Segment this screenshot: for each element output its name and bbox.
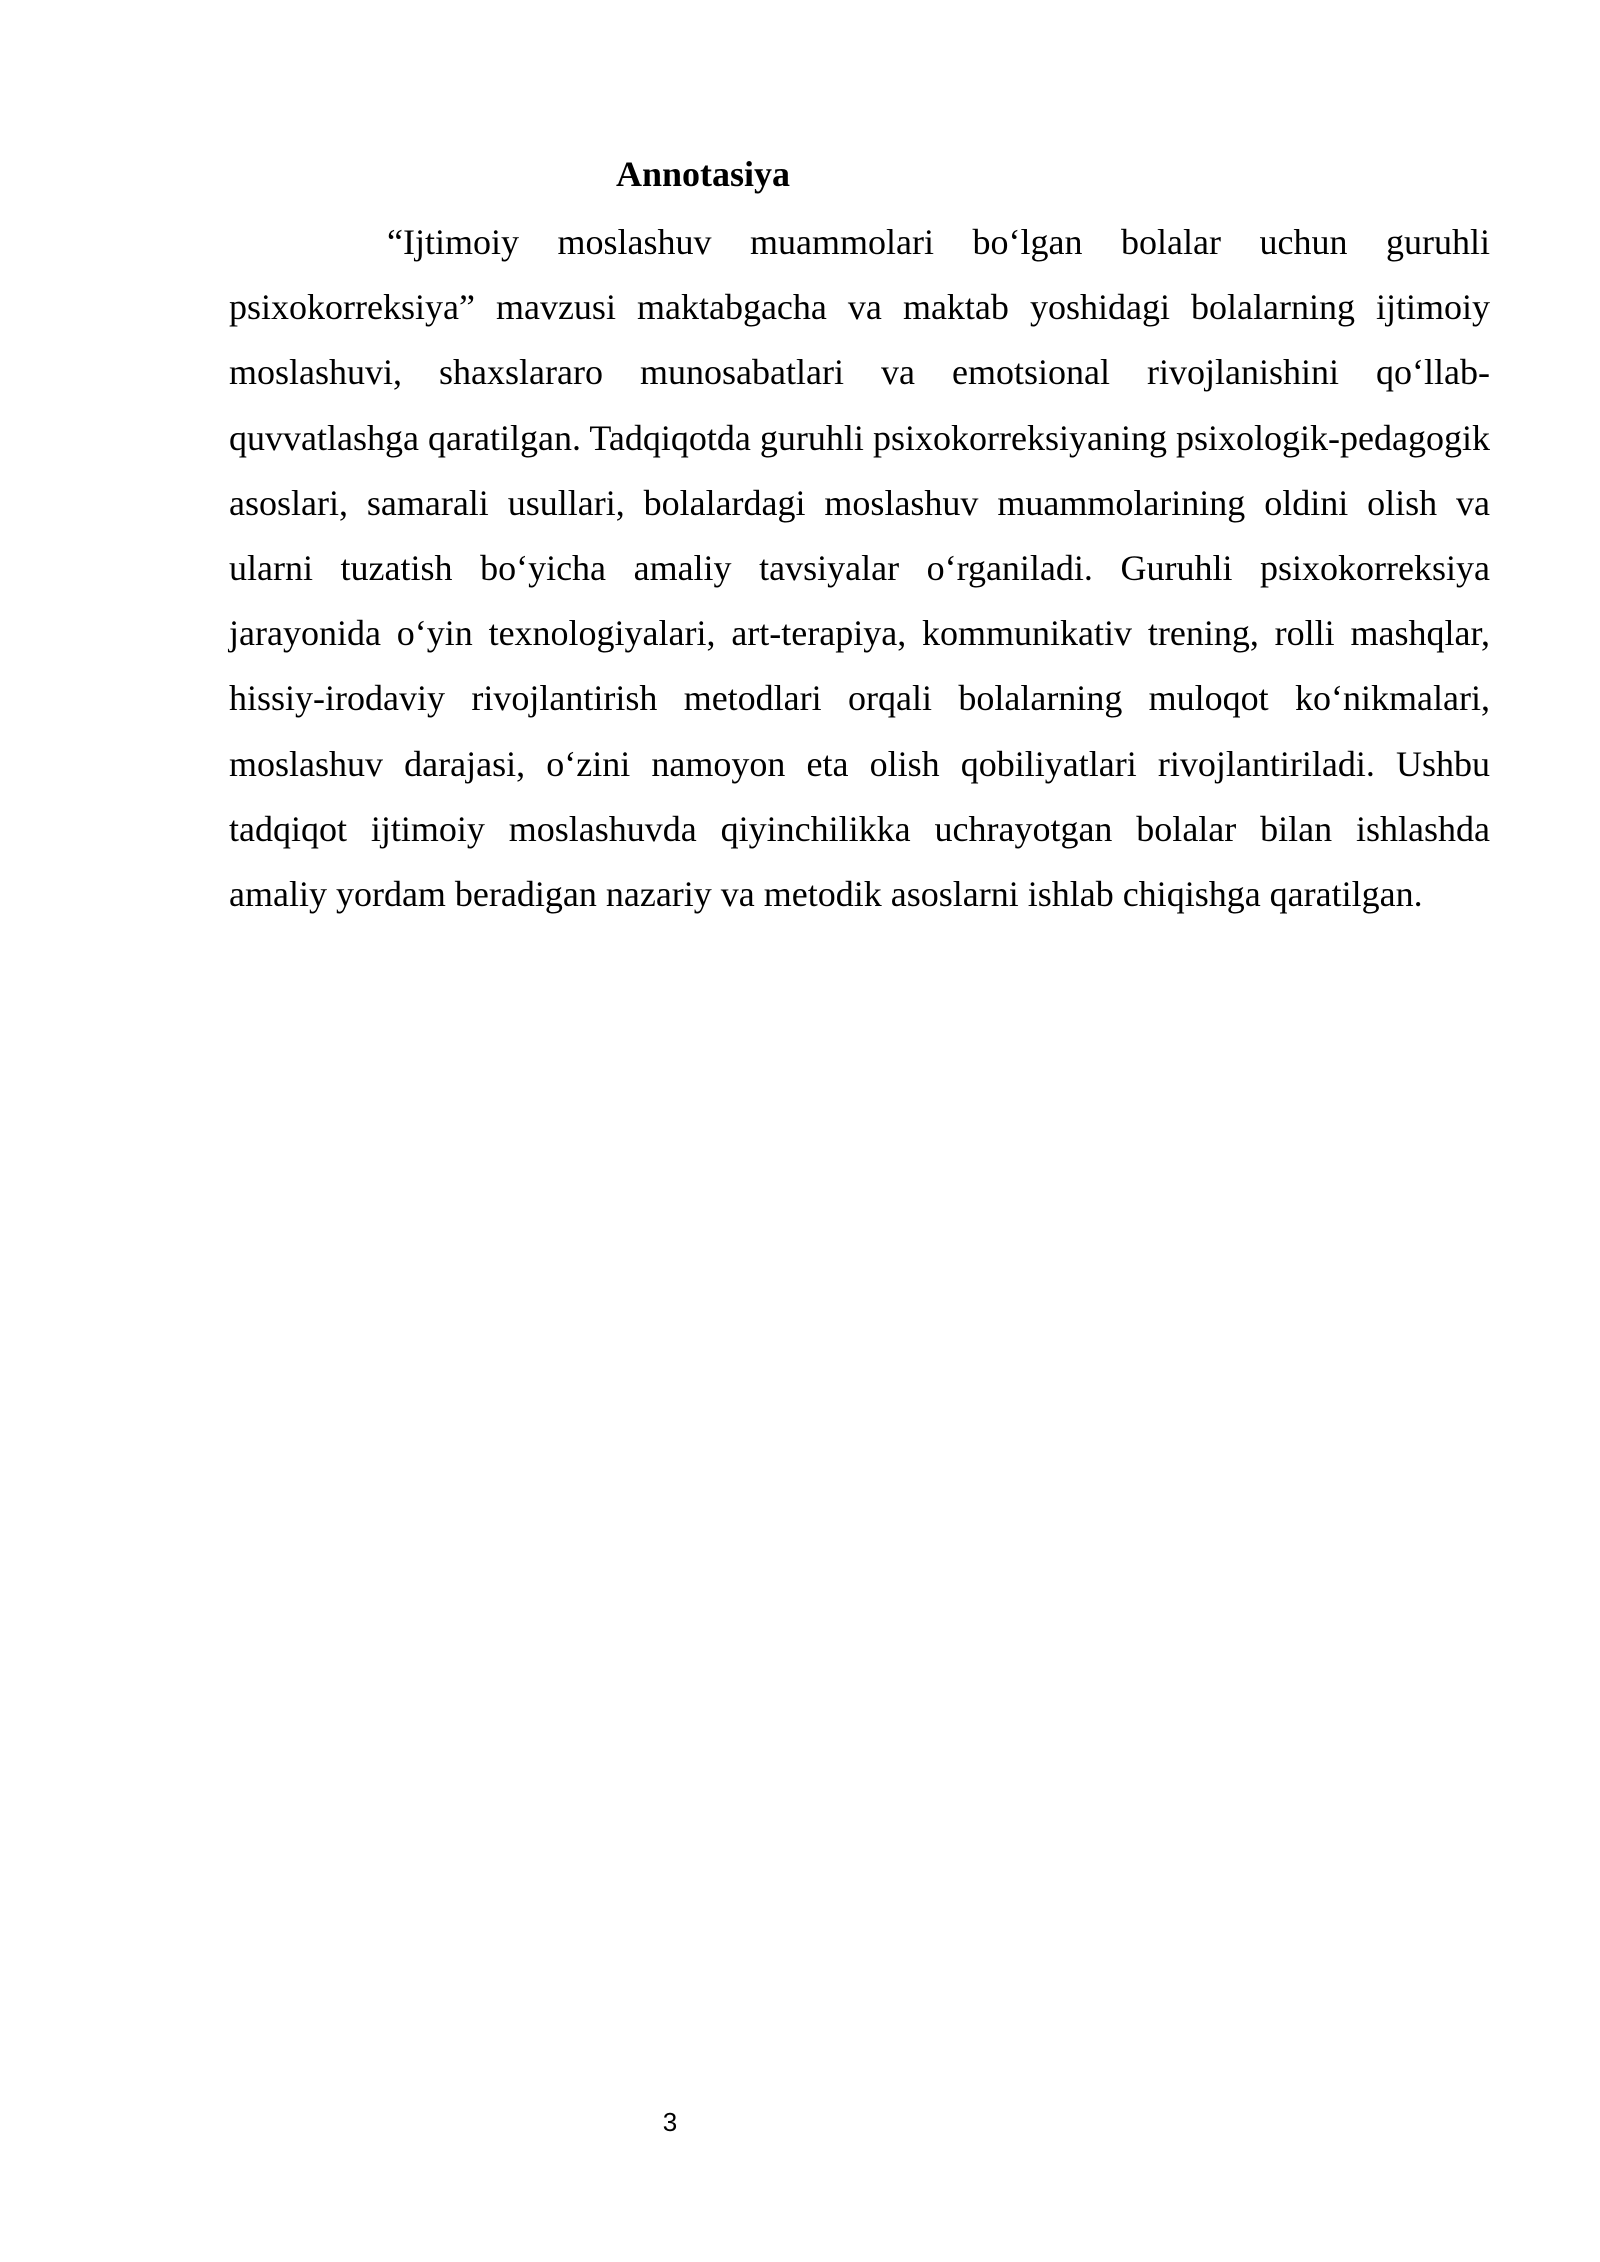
page-number: 3: [662, 2107, 678, 2137]
page-title: Annotasiya: [616, 154, 791, 194]
annotation-paragraph: “Ijtimoiy moslashuv muammolari bo‘lgan bolalar uchun guruhli psixokorreksiya” mavzusi maktabgacha va maktab yoshidagi bolalarning ijtimoiy moslashuvi, shaxslararo munosabatlari va emotsional rivojlanishini qo‘llab-quvvatlashga qaratilgan. Tadqiqotda guruhli psixokorreksiyaning psixologik-pedagogik asoslari, samarali usullari, bolalardagi moslashuv muammolarining oldini olish va ularni tuzatish bo‘yicha amaliy tavsiyalar o‘rganiladi. Guruhli psixokorreksiya jarayonida o‘yin texnologiyalari, art-terapiya, kommunikativ trening, rolli mashqlar, hissiy-irodaviy rivojlantirish metodlari orqali bolalarning muloqot ko‘nikmalari, moslashuv darajasi, o‘zini namoyon eta olish qobiliyatlari rivojlantiriladi. Ushbu tadqiqot ijtimoiy moslashuvda qiyinchilikka uchrayotgan bolalar bilan ishlashda amaliy yordam beradigan nazariy va metodik asoslarni ishlab chiqishga qaratilgan.: [229, 222, 1490, 915]
